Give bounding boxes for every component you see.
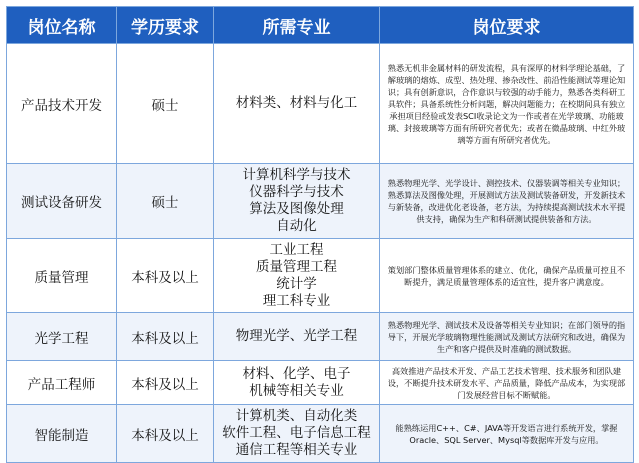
major-line: 仪器科学与技术 [249,184,344,200]
major-line: 自动化 [276,218,317,234]
position-cell: 光学工程 [7,313,117,361]
requirement-cell: 策划部门整体质量管理体系的建立、优化，确保产品质量可控且不断提升，满足质量管理体系的适宜性，提升客户满意度。 [380,239,634,313]
major-cell [214,405,380,463]
job-requirements-table [6,6,634,463]
major-line: 物理光学、光学工程 [235,328,358,344]
major-line: 通信工程等相关专业 [235,442,358,458]
header-major: 所需专业 [214,7,380,44]
major-cell [214,44,380,164]
major-line: 材料类、材料与化工 [235,95,358,111]
major-line: 软件工程、电子信息工程 [222,425,371,441]
education-cell: 本科及以上 [117,313,214,361]
table-row [7,164,634,239]
education-cell: 硕士 [117,164,214,239]
major-line: 工业工程 [269,241,324,258]
education-cell: 硕士 [117,44,214,164]
major-cell [214,239,380,313]
major-line: 机械等相关专业 [249,382,344,399]
table-row [7,44,634,164]
education-cell: 本科及以上 [117,405,214,463]
position-cell: 产品技术开发 [7,44,117,164]
requirement-cell: 高效推进产品技术开发、产品工艺技术管理、技术服务和团队建设，不断提升技术研发水平、产品质量，降低产品成本，为实现部门发展经营目标不断赋能。 [380,361,634,405]
header-position: 岗位名称 [7,7,117,44]
header-requirement: 岗位要求 [380,7,634,44]
major-line: 理工科专业 [262,292,331,309]
table-row [7,239,634,313]
header-education: 学历要求 [117,7,214,44]
major-line: 质量管理工程 [256,258,337,275]
major-line: 统计学 [276,275,317,292]
table-header-row [7,7,634,44]
requirement-cell: 能熟练运用C++、C#、JAVA等开发语言进行系统开发，掌握Oracle、SQL Server、Mysql等数据库开发与应用。 [380,405,634,463]
position-cell: 测试设备研发 [7,164,117,239]
requirement-cell: 熟悉无机非金属材料的研发流程，具有深厚的材料学理论基础，了解玻璃的熔炼、成型、热处理、掺杂改性、前沿性能测试等理论知识；具有创新意识，合作意识与较强的动手能力，熟悉各类科研工具软件；具备系统性分析问题，解决问题能力；在校期间具有独立承担项目经验或发表SCI收录论文为一作或者在光学玻璃、功能玻璃、封接玻璃等方面有所研究者优先；或者在微晶玻璃、中红外玻璃等方面有所研究者优先。 [380,44,634,164]
major-line: 材料、化学、电子 [242,365,351,382]
major-cell [214,164,380,239]
major-line: 算法及图像处理 [249,201,344,217]
education-cell: 本科及以上 [117,239,214,313]
requirement-cell: 熟悉物理光学、光学设计、测控技术、仪器装调等相关专业知识；熟悉算法及图像处理，开展测试方法及测试装备研发，开发新技术与新装备，改进优化老设备，老方法，为持续提高测试技术水平提供支持，确保为生产和科研测试提供装备和方法。 [380,164,634,239]
table-row [7,361,634,405]
position-cell: 质量管理 [7,239,117,313]
table-row [7,313,634,361]
table-row [7,405,634,463]
requirement-cell: 熟悉物理光学、测试技术及设备等相关专业知识；在部门领导的指导下，开展光学玻璃物理性能测试及测试方法研究和改进，确保为生产和客户提供及时准确的测试数据。 [380,313,634,361]
major-cell [214,361,380,405]
position-cell: 智能制造 [7,405,117,463]
major-line: 计算机科学与技术 [242,167,351,183]
major-cell [214,313,380,361]
education-cell: 本科及以上 [117,361,214,405]
major-line: 计算机类、自动化类 [235,408,358,424]
position-cell: 产品工程师 [7,361,117,405]
